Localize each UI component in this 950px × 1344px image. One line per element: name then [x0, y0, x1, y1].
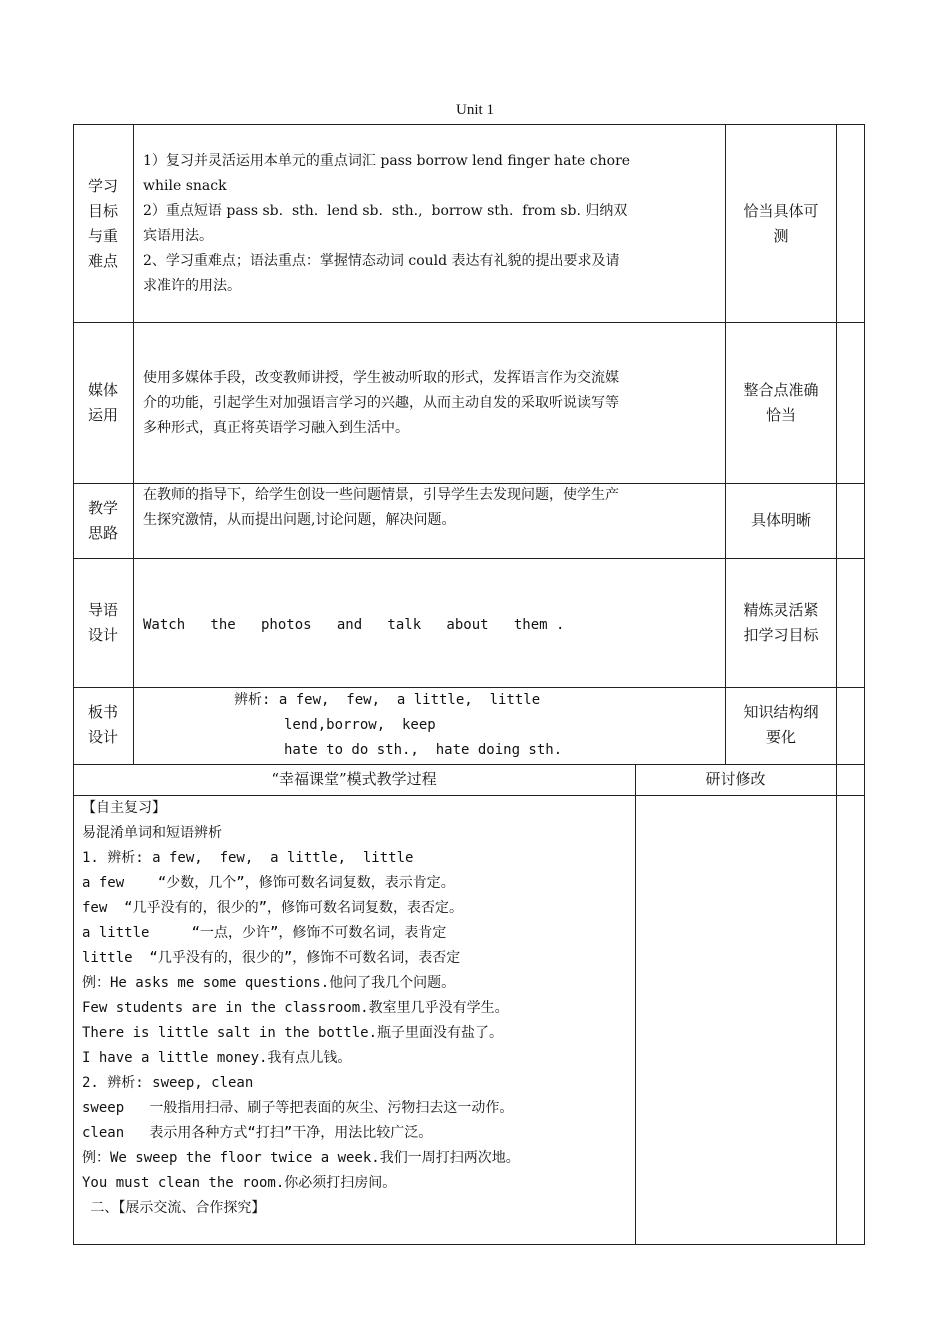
process-header: “幸福课堂”模式教学过程: [271, 770, 437, 788]
row-content-intro: Watch the photos and talk about them .: [143, 617, 565, 633]
row-note-goals: 恰当具体可 测: [743, 202, 819, 245]
row-content-approach: 在教师的指导下，给学生创设一些问题情景，引导学生去发现问题，使学生产 生探究激情，从而提出问题,讨论问题，解决问题。: [143, 487, 619, 528]
row-note-board: 知识结构纲 要化: [743, 703, 819, 746]
divider: [73, 322, 865, 323]
revision-header: 研讨修改: [705, 770, 766, 788]
row-note-intro: 精炼灵活紧 扣学习目标: [743, 601, 819, 644]
row-label-approach: 教学 思路: [87, 499, 118, 542]
row-content-board: 辨析: a few, few, a little, little lend,borrow, keep hate to do sth., hate doing sth.: [234, 692, 563, 758]
divider: [73, 558, 865, 559]
process-content: 【自主复习】 易混淆单词和短语辨析 1. 辨析: a few, few, a little, little a few “少数，几个”，修饰可数名词复数，表示肯定。 few “几乎没有的，很少的”，修饰可数名词复数，表否定。 a little “一点，少许”，修饰不可数名词，表肯定 little “几乎没有的，很少的”，修饰不可数名词，表否定 例：He asks me some questions.他问了我几个问题。 Few students are in the classroom.教室里几乎没有学生。 There is little salt in the bottle.瓶子里面没有盐了。 I have a little money.我有点儿钱。 2. 辨析: sweep, clean sweep 一般指用扫帚、刷子等把表面的灰尘、污物扫去这一动作。 clean 表示用各种方式“打扫”干净，用法比较广泛。 例：We sweep the floor twice a week.我们一周打扫两次地。 You must clean the room.你必须打扫房间。 二、【展示交流、合作探究】: [82, 796, 520, 1221]
page-title: Unit 1: [456, 102, 494, 118]
row-note-media: 整合点准确 恰当: [743, 381, 819, 424]
row-label-intro: 导语 设计: [87, 601, 118, 644]
row-label-goals: 学习 目标 与重 难点: [87, 177, 118, 270]
row-content-goals: 1）复习并灵活运用本单元的重点词汇 pass borrow lend finger hate chore while snack 2）重点短语 pass sb. sth. lend sb. sth., borrow sth. from sb. 归纳双 宾语用法。 2、学习重难点；语法重点：掌握情态动词 could 表达有礼貌的提出要求及请 求准许的用法。: [143, 153, 631, 294]
row-content-media: 使用多媒体手段，改变教师讲授，学生被动听取的形式，发挥语言作为交流媒 介的功能，引起学生对加强语言学习的兴趣，从而主动自发的采取听说读写等 多种形式，真正将英语学习融入到生活中。: [143, 370, 619, 436]
section-heading: 二、【展示交流、合作探究】: [82, 1200, 266, 1216]
section-heading: 【自主复习】: [82, 800, 166, 816]
row-label-board: 板书 设计: [87, 703, 118, 746]
row-label-media: 媒体 运用: [87, 381, 118, 424]
divider: [133, 124, 134, 764]
row-note-approach: 具体明晰: [750, 511, 811, 529]
divider: [635, 764, 636, 1244]
